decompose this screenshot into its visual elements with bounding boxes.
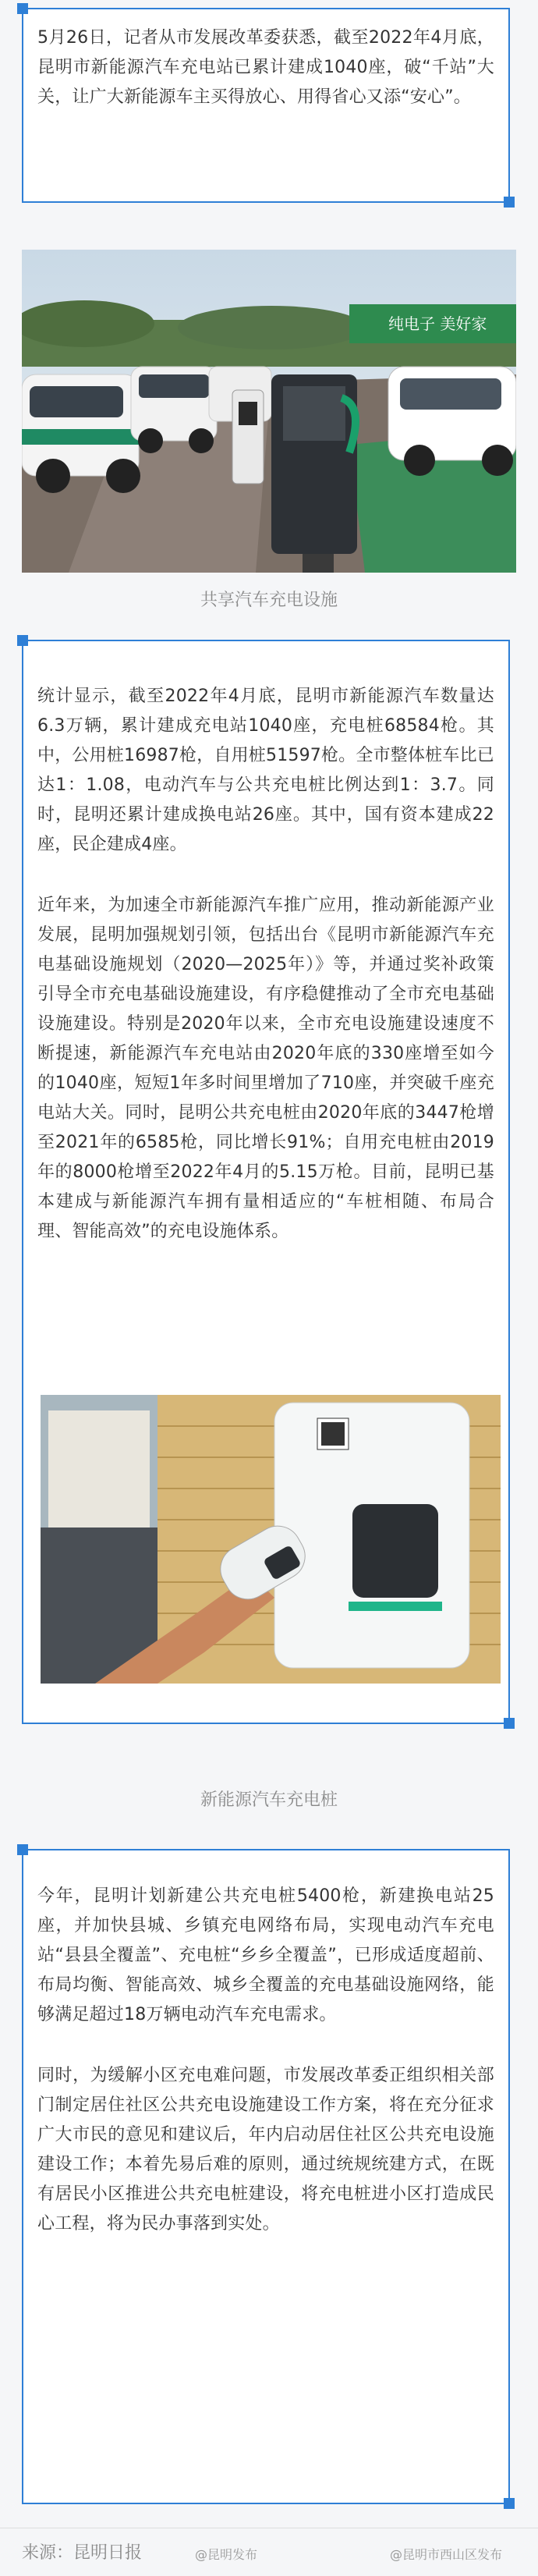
body-box-2 bbox=[22, 1849, 510, 2504]
body1-paragraph-2: 近年来，为加速全市新能源汽车推广应用，推动新能源产业发展，昆明加强规划引领，包括出台《昆明市新能源汽车充电基础设施规划（2020—2025年）》等，并通过奖补政策引导全市充电基础设施建设，有序稳健推动了全市充电基础设施建设。特别是2020年以来，全市充电设施建设速度不断提速，新能源汽车充电站由2020年底的330座增至如今的1040座，短短1年多时间里增加了710座，并突破千座充电站大关。同时，昆明公共充电桩由2020年底的3447枪增至2021年的6585枪，同比增长91%；自用充电桩由2019年的8000枪增至2022年4月的5.15万枪。目前，昆明已基本建成与新能源汽车拥有量相适应的“车桩相随、布局合理、智能高效”的充电设施体系。 bbox=[37, 896, 494, 1241]
photo1-caption: 共享汽车充电设施 bbox=[200, 591, 338, 610]
photo2-caption: 新能源汽车充电桩 bbox=[200, 1790, 338, 1810]
watermark-right: @昆明市西山区发布 bbox=[390, 2547, 503, 2562]
charger-handle-photo bbox=[41, 1395, 501, 1684]
banner-text: 纯电子 美好家 bbox=[388, 314, 487, 333]
intro-text: 5月26日，记者从市发展改革委获悉，截至2022年4月底，昆明市新能源汽车充电站已累计建成1040座，破“千站”大关，让广大新能源车主买得放心、用得省心又添“安心”。 bbox=[37, 28, 494, 107]
body2-paragraph-1: 今年，昆明计划新建公共充电桩5400枪，新建换电站25座，并加快县城、乡镇充电网络布局，实现电动汽车充电站“县县全覆盖”、充电桩“乡乡全覆盖”，已形成适度超前、布局均衡、智能高效、城乡全覆盖的充电基础设施网络，能够满足超过18万辆电动汽车充电需求。 bbox=[37, 1886, 494, 2024]
corner-decoration bbox=[504, 197, 515, 208]
charging-station-photo bbox=[22, 250, 516, 573]
corner-decoration bbox=[504, 1718, 515, 1729]
watermark-left: @昆明发布 bbox=[195, 2547, 258, 2562]
corner-decoration bbox=[17, 3, 28, 14]
corner-decoration bbox=[17, 635, 28, 646]
source-credit: 来源：昆明日报 bbox=[22, 2543, 143, 2563]
body2-paragraph-2: 同时，为缓解小区充电难问题，市发展改革委正组织相关部门制定居住社区公共充电设施建设工作方案，将在充分征求广大市民的意见和建议后，年内启动居住社区公共充电设施建设工作；本着先易后难的原则，通过统规统建方式，在既有居民小区推进公共充电桩建设，将充电桩进小区打造成民心工程，将为民办事落到实处。 bbox=[37, 2066, 494, 2234]
intro-box bbox=[22, 8, 510, 203]
corner-decoration bbox=[504, 2498, 515, 2509]
corner-decoration bbox=[17, 1844, 28, 1855]
body1-paragraph-1: 统计显示，截至2022年4月底，昆明市新能源汽车数量达6.3万辆，累计建成充电站1040座，充电桩68584枪。其中，公用桩16987枪，自用桩51597枪。全市整体桩车比已达1：1.08，电动汽车与公共充电桩比例达到1：3.7。同时，昆明还累计建成换电站26座。其中，国有资本建成22座，民企建成4座。 bbox=[37, 687, 494, 854]
